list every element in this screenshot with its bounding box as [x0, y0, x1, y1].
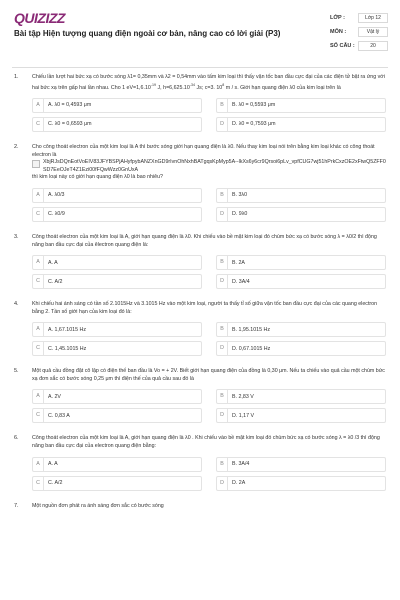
answer-option-b[interactable]	[216, 255, 386, 270]
meta-subject-label: MÔN :	[330, 29, 347, 35]
answer-option-d[interactable]	[216, 117, 386, 132]
option-letter: A	[33, 390, 44, 403]
option-text: A. A	[48, 461, 58, 468]
question-number: 3.	[14, 233, 19, 240]
answer-option-a[interactable]	[32, 255, 202, 270]
question-number: 1.	[14, 74, 19, 80]
page-title: Bài tập Hiện tượng quang điện ngoài cơ bản, nâng cao có lời giải (P3)	[14, 29, 281, 38]
option-text: C. λ0 = 0,6593 μm	[48, 121, 92, 128]
question-list	[0, 74, 400, 522]
question-text-part: Chiếu lần lượt hai bức xạ có bước sóng λ1= 0,35mm và λ2 = 0,54mm vào tấm kim loại thì thấy vận tốc ban đầu cực đại của các điện tử bật ra ứng với hai bức xạ trên gấp hai lần nhau. Cho 1 eV=1,6.10	[32, 74, 385, 91]
option-text: A. λ0 = 0,4593 μm	[48, 102, 92, 109]
answer-option-a[interactable]	[32, 389, 202, 404]
option-letter: C	[33, 409, 44, 422]
question-text-part: Js; c=3. 10	[196, 84, 223, 91]
answer-options	[32, 457, 386, 491]
option-text: B. λ0 = 0,5593 μm	[232, 102, 276, 109]
question-text	[32, 74, 386, 92]
option-letter: B	[217, 189, 228, 202]
exponent: -34	[189, 82, 195, 87]
question-3	[0, 234, 400, 289]
broken-image-icon	[32, 160, 40, 168]
answer-option-b[interactable]	[216, 322, 386, 337]
answer-options	[32, 188, 386, 222]
option-letter: D	[217, 275, 228, 288]
option-letter: D	[217, 118, 228, 131]
option-text: B. 1,95.1015 Hz	[232, 326, 270, 333]
answer-option-c[interactable]	[32, 476, 202, 491]
option-letter: A	[33, 458, 44, 471]
question-text-part: m / s. Giới hạn quang điện λ0 của kim loại trên là	[225, 84, 341, 91]
option-letter: D	[217, 208, 228, 221]
option-text: C. A/2	[48, 480, 63, 487]
answer-options	[32, 322, 386, 356]
option-letter: D	[217, 409, 228, 422]
quizizz-logo: QUIZIZZ	[14, 10, 65, 26]
option-text: D. 1,17 V	[232, 412, 255, 419]
option-letter: B	[217, 458, 228, 471]
option-letter: A	[33, 189, 44, 202]
option-letter: C	[33, 118, 44, 131]
question-number: 7.	[14, 502, 19, 509]
meta-class-value: Lớp 12	[358, 13, 388, 23]
answer-option-b[interactable]	[216, 389, 386, 404]
option-letter: C	[33, 275, 44, 288]
option-text: B. 3λ0	[232, 192, 248, 199]
meta-class-label: LỚP :	[330, 15, 345, 21]
answer-options	[32, 98, 386, 132]
answer-option-c[interactable]	[32, 341, 202, 356]
question-7	[0, 503, 400, 511]
option-text: C. 1,45.1015 Hz	[48, 345, 87, 352]
question-number: 4.	[14, 301, 19, 308]
meta-box	[330, 13, 388, 55]
answer-option-c[interactable]	[32, 408, 202, 423]
option-letter: B	[217, 323, 228, 336]
meta-count-label: SỐ CÂU :	[330, 43, 355, 49]
answer-option-c[interactable]	[32, 207, 202, 222]
question-text: Cho công thoát electron của một kim loại là A thì bước sóng giới hạn quang điện là λ0. Nếu thay kim loại nói trên bằng kim loại khác có công thoát electron là	[32, 143, 375, 158]
option-letter: C	[33, 342, 44, 355]
option-letter: D	[217, 477, 228, 490]
option-letter: C	[33, 477, 44, 490]
option-text: B. 2,83 V	[232, 393, 254, 400]
option-letter: B	[217, 390, 228, 403]
question-text: Khi chiếu hai ánh sáng có tần số 2.1015Hz và 3.1015 Hz vào một kim loại, người ta thấy tỉ số giữa vận tốc ban đầu cực đại của các quang electron bằng 2. Tần số giới hạn của kim loại đó là:	[32, 301, 378, 315]
option-text: C. 0,83 A	[48, 412, 70, 419]
question-text-part: J, h=6,625.10	[157, 84, 190, 91]
option-text: C. λ0/9	[48, 211, 65, 218]
option-text: D. 9λ0	[232, 211, 248, 218]
answer-option-b[interactable]	[216, 188, 386, 203]
option-text: B. 3A/4	[232, 461, 250, 468]
question-number: 5.	[14, 368, 19, 375]
option-text: C. A/2	[48, 278, 63, 285]
question-text: Công thoát electron của một kim loại là A, giới hạn quang điện là λ0 . Khi chiếu vào bề mặt kim loại đó chùm bức xạ có bước sóng λ = λ0 /3 thì động năng ban đầu cực đại của electron quang điện bằng:	[32, 435, 380, 450]
option-text: D. 2A	[232, 480, 246, 487]
question-text-after: thì kim loại này có giới hạn quang điện λ0 là bao nhiêu?	[32, 174, 163, 181]
answer-option-a[interactable]	[32, 98, 202, 113]
question-text: Công thoát electron của một kim loại là A, giới hạn quang điện là λ0. Khi chiếu vào bề mặt kim loại đó chùm bức xạ có bước sóng λ = λ0/2 thì động năng ban đầu cực đại của êlectron quang điện là:	[32, 233, 377, 248]
option-letter: A	[33, 256, 44, 269]
answer-option-d[interactable]	[216, 274, 386, 289]
answer-option-c[interactable]	[32, 117, 202, 132]
option-text: A. 2V	[48, 393, 61, 400]
answer-option-b[interactable]	[216, 98, 386, 113]
answer-option-b[interactable]	[216, 457, 386, 472]
option-letter: A	[33, 99, 44, 112]
meta-class-row	[330, 13, 388, 23]
answer-option-d[interactable]	[216, 207, 386, 222]
option-text: D. λ0 = 0,7593 μm	[232, 121, 276, 128]
option-letter: C	[33, 208, 44, 221]
answer-option-d[interactable]	[216, 341, 386, 356]
question-2	[0, 144, 400, 222]
option-text: A. A	[48, 259, 58, 266]
question-1	[0, 74, 400, 132]
option-text: A. 1,67.1015 Hz	[48, 326, 86, 333]
option-letter: B	[217, 256, 228, 269]
exponent: -19	[150, 82, 157, 87]
option-text: A. λ0/3	[48, 192, 65, 199]
question-4	[0, 301, 400, 356]
exponent: 8	[222, 82, 225, 87]
answer-option-a[interactable]	[32, 457, 202, 472]
question-number: 2.	[14, 143, 19, 150]
option-text: D. 3A/4	[232, 278, 250, 285]
meta-subject-value: Vật lý	[358, 27, 388, 37]
image-alt-text: XbjRJsDQnEotVoEIV83JFYBSPjAHyfpybANZXnGD9rIvnOhNxhBATgqsKpMyp5A--lkXs6y6cr9Qrsoi6pLv_vpfCUG7wj51hPrkCxzOE2xFtwQ5ZFF0SD7EeOJeT4Z1Ezi00fFQwWzz0GnUxA	[43, 159, 386, 173]
question-5	[0, 368, 400, 423]
option-text: B. 2A	[232, 259, 245, 266]
question-text: Một quả cầu đồng đặt cô lập có điện thế ban đầu là Vo = + 2V. Biết giới hạn quang điện của đồng là 0,30 μm. Nếu ta chiếu vào quả cầu một chùm bức xạ đơn sắc có bước sóng 0,25 μm thì điện thế của quả cầu sau đó là	[32, 368, 385, 382]
header-divider	[12, 67, 388, 68]
header	[0, 0, 400, 60]
option-letter: B	[217, 99, 228, 112]
answer-option-d[interactable]	[216, 476, 386, 491]
answer-option-d[interactable]	[216, 408, 386, 423]
question-6	[0, 435, 400, 490]
answer-options	[32, 389, 386, 423]
answer-option-a[interactable]	[32, 322, 202, 337]
broken-image	[32, 159, 386, 174]
question-text: Một nguồn đơn phát ra ánh sáng đơn sắc có bước sóng	[32, 502, 164, 509]
meta-count-row	[330, 41, 388, 51]
meta-subject-row	[330, 27, 388, 37]
answer-options	[32, 255, 386, 289]
question-number: 6.	[14, 435, 19, 442]
meta-count-value: 20	[358, 41, 388, 51]
answer-option-a[interactable]	[32, 188, 202, 203]
option-letter: D	[217, 342, 228, 355]
answer-option-c[interactable]	[32, 274, 202, 289]
option-letter: A	[33, 323, 44, 336]
option-text: D. 0,67.1015 Hz	[232, 345, 271, 352]
